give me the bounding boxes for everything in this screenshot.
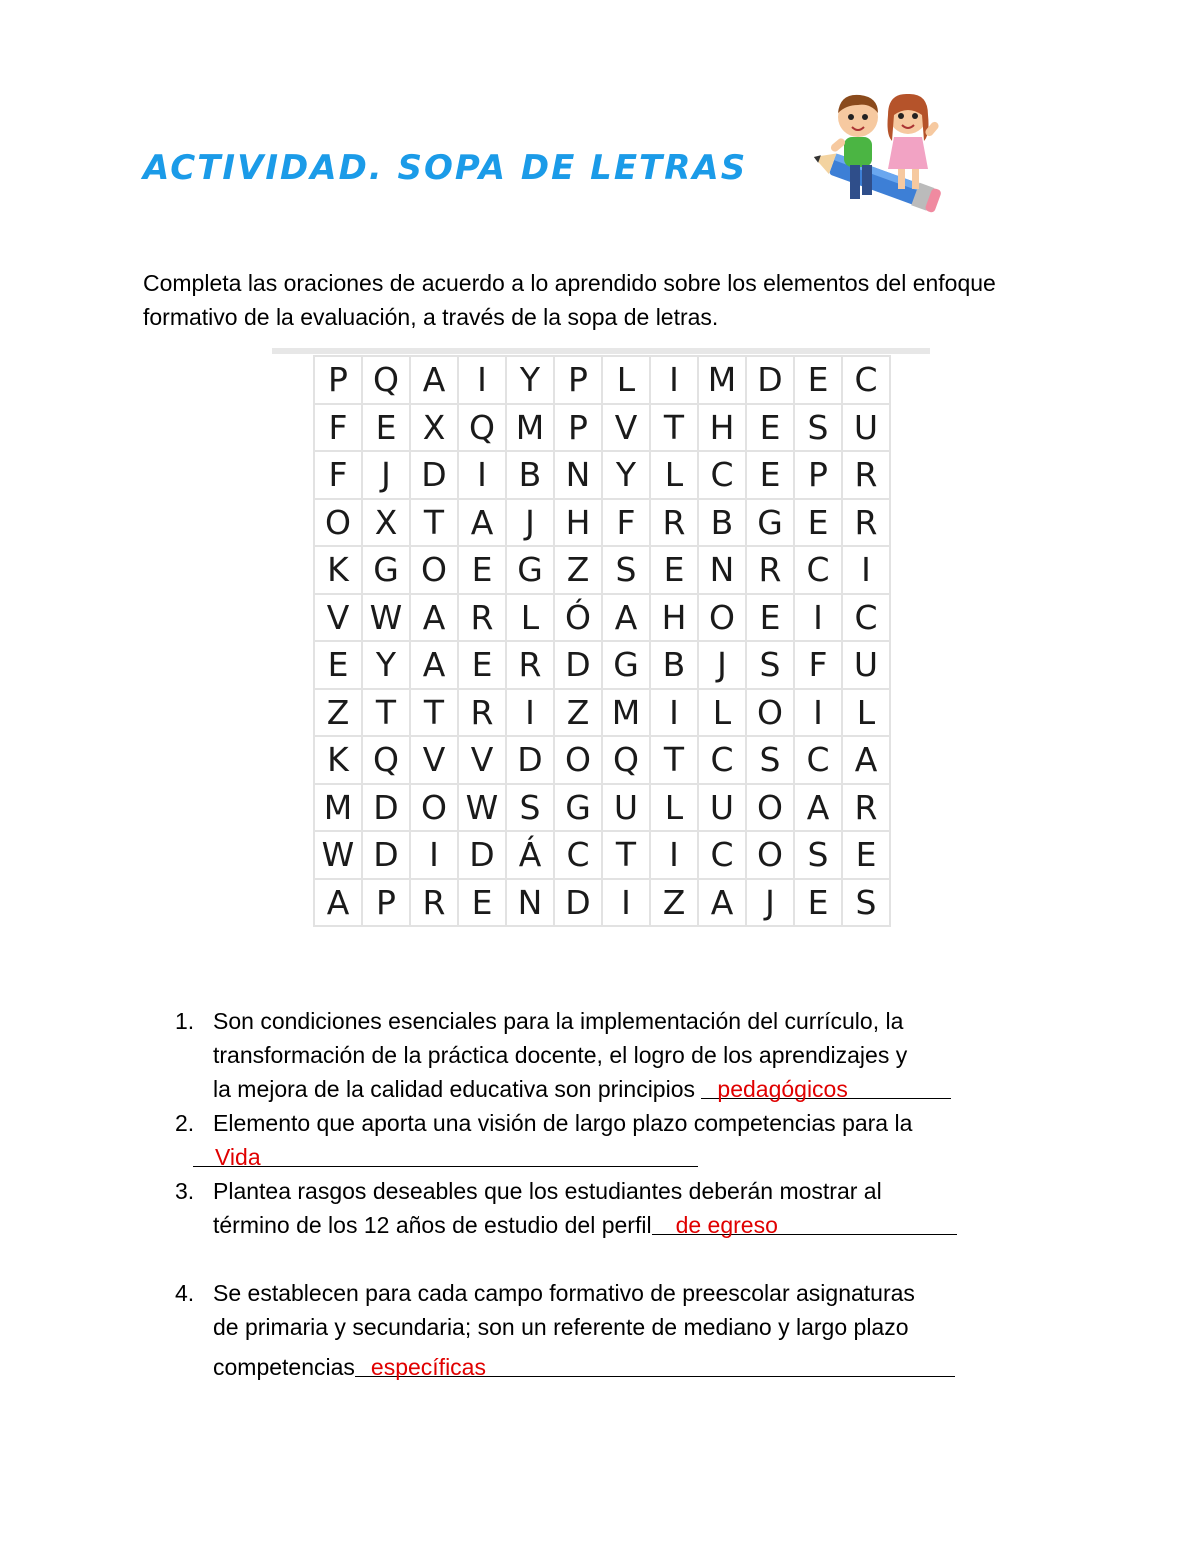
grid-cell: Y [603,452,651,500]
grid-cell: C [843,357,891,405]
grid-cell: V [315,595,363,643]
answer-text: de egreso [675,1212,778,1238]
grid-cell: Á [507,832,555,880]
grid-cell: E [795,357,843,405]
grid-cell: R [507,642,555,690]
grid-cell: E [651,547,699,595]
grid-cell: Q [363,737,411,785]
grid-cell: A [411,642,459,690]
answer-blank [701,1072,951,1102]
grid-cell: O [411,547,459,595]
grid-cell: U [699,785,747,833]
grid-cell: T [411,690,459,738]
question-text: competencias específicas [213,1344,1063,1384]
grid-cell: A [459,500,507,548]
question-text: la mejora de la calidad educativa son principios pedagógicos [213,1072,1063,1106]
grid-cell: H [699,405,747,453]
grid-cell: X [363,500,411,548]
grid-cell: P [795,452,843,500]
grid-cell: Q [459,405,507,453]
grid-cell: F [603,500,651,548]
grid-cell: L [651,452,699,500]
grid-cell: I [507,690,555,738]
grid-cell: Z [555,547,603,595]
grid-cell: L [651,785,699,833]
grid-cell: V [459,737,507,785]
grid-cell: E [459,547,507,595]
grid-cell: R [843,785,891,833]
grid-cell: G [507,547,555,595]
grid-cell: S [747,737,795,785]
grid-cell: U [843,642,891,690]
question-2 [143,1106,1063,1174]
question-1 [143,1004,1063,1106]
grid-cell: D [747,357,795,405]
grid-cell: E [459,642,507,690]
grid-cell: C [699,737,747,785]
grid-cell: I [843,547,891,595]
grid-cell: K [315,547,363,595]
grid-cell: D [363,785,411,833]
answer-blank [193,1140,698,1170]
grid-cell: N [555,452,603,500]
instructions: Completa las oraciones de acuerdo a lo aprendido sobre los elementos del enfoque formativo de la evaluación, a través de la sopa de letras. [143,270,996,330]
grid-cell: E [843,832,891,880]
grid-cell: Z [315,690,363,738]
question-text: Plantea rasgos deseables que los estudiantes deberán mostrar al [213,1178,882,1204]
answer-text: pedagógicos [717,1076,848,1102]
page-title: ACTIVIDAD. SOPA DE LETRAS [143,148,748,188]
grid-cell: O [315,500,363,548]
grid-cell: K [315,737,363,785]
kids-on-pencil-illustration [800,85,960,225]
grid-cell: B [507,452,555,500]
divider [272,348,930,354]
question-number: 3. [175,1178,195,1204]
grid-cell: S [843,880,891,928]
grid-cell: I [651,690,699,738]
grid-cell: E [747,595,795,643]
grid-cell: J [363,452,411,500]
grid-cell: V [603,405,651,453]
grid-cell: S [507,785,555,833]
question-text: de primaria y secundaria; son un referente de mediano y largo plazo [213,1314,909,1340]
grid-cell: S [603,547,651,595]
grid-cell: X [411,405,459,453]
grid-cell: R [651,500,699,548]
grid-cell: U [603,785,651,833]
grid-cell: O [747,785,795,833]
grid-cell: A [411,357,459,405]
grid-cell: I [651,357,699,405]
grid-cell: M [315,785,363,833]
grid-cell: P [315,357,363,405]
grid-cell: B [651,642,699,690]
grid-cell: A [699,880,747,928]
grid-cell: R [459,595,507,643]
grid-cell: I [411,832,459,880]
question-text: Se establecen para cada campo formativo de preescolar asignaturas [213,1280,915,1306]
grid-cell: O [747,832,795,880]
grid-cell: S [795,405,843,453]
answer-blank [355,1350,955,1380]
question-text: Elemento que aporta una visión de largo plazo competencias para la [213,1110,913,1136]
grid-cell: O [555,737,603,785]
grid-cell: H [651,595,699,643]
grid-cell: I [795,595,843,643]
grid-cell: E [459,880,507,928]
grid-cell: W [315,832,363,880]
grid-cell: T [411,500,459,548]
grid-cell: C [555,832,603,880]
grid-cell: J [747,880,795,928]
answer-text: Vida [215,1144,261,1170]
grid-cell: M [699,357,747,405]
grid-cell: O [747,690,795,738]
grid-cell: W [363,595,411,643]
grid-cell: L [699,690,747,738]
grid-cell: J [507,500,555,548]
grid-cell: M [507,405,555,453]
grid-cell: C [795,737,843,785]
grid-cell: I [459,452,507,500]
answer-text: específicas [370,1354,486,1380]
grid-cell: V [411,737,459,785]
grid-cell: T [363,690,411,738]
question-number: 1. [175,1008,195,1034]
grid-cell: R [459,690,507,738]
grid-cell: N [699,547,747,595]
grid-cell: E [795,500,843,548]
grid-cell: Z [651,880,699,928]
grid-cell: H [555,500,603,548]
grid-cell: G [555,785,603,833]
grid-cell: U [843,405,891,453]
grid-cell: A [795,785,843,833]
grid-cell: T [651,737,699,785]
grid-cell: C [699,832,747,880]
question-text: transformación de la práctica docente, el logro de los aprendizajes y [213,1042,908,1068]
word-search-grid [313,355,891,927]
grid-cell: J [699,642,747,690]
grid-cell: W [459,785,507,833]
grid-cell: I [459,357,507,405]
grid-cell: E [795,880,843,928]
grid-cell: D [555,880,603,928]
grid-cell: G [603,642,651,690]
answer-blank [652,1208,957,1238]
grid-cell: T [603,832,651,880]
grid-cell: B [699,500,747,548]
grid-cell: A [603,595,651,643]
grid-cell: E [315,642,363,690]
grid-cell: Y [507,357,555,405]
grid-cell: D [411,452,459,500]
question-4 [143,1276,1063,1384]
grid-cell: L [843,690,891,738]
grid-cell: O [699,595,747,643]
grid-cell: R [747,547,795,595]
grid-cell: D [507,737,555,785]
grid-cell: D [363,832,411,880]
grid-cell: I [651,832,699,880]
grid-cell: P [555,357,603,405]
grid-cell: A [843,737,891,785]
question-3 [143,1174,1063,1242]
grid-cell: P [363,880,411,928]
grid-cell: E [363,405,411,453]
question-list [143,1004,1063,1384]
grid-cell: N [507,880,555,928]
question-number: 2. [175,1110,195,1136]
grid-cell: R [843,500,891,548]
grid-cell: G [363,547,411,595]
question-number: 4. [175,1280,195,1306]
grid-cell: D [459,832,507,880]
grid-cell: F [315,452,363,500]
grid-cell: F [795,642,843,690]
question-text [193,1140,1063,1174]
grid-cell: D [555,642,603,690]
grid-cell: Y [363,642,411,690]
grid-cell: C [843,595,891,643]
grid-cell: E [747,452,795,500]
grid-cell: Ó [555,595,603,643]
grid-cell: T [651,405,699,453]
grid-cell: L [507,595,555,643]
grid-cell: L [603,357,651,405]
grid-cell: P [555,405,603,453]
grid-cell: Q [603,737,651,785]
grid-cell: G [747,500,795,548]
grid-cell: O [411,785,459,833]
grid-cell: R [411,880,459,928]
grid-cell: S [747,642,795,690]
grid-cell: Q [363,357,411,405]
grid-cell: C [795,547,843,595]
grid-cell: R [843,452,891,500]
grid-cell: E [747,405,795,453]
grid-cell: A [315,880,363,928]
question-text: Son condiciones esenciales para la implementación del currículo, la [213,1008,904,1034]
grid-cell: S [795,832,843,880]
grid-cell: C [699,452,747,500]
grid-cell: I [603,880,651,928]
grid-cell: Z [555,690,603,738]
grid-cell: F [315,405,363,453]
grid-cell: A [411,595,459,643]
grid-cell: M [603,690,651,738]
grid-cell: I [795,690,843,738]
question-text: término de los 12 años de estudio del perfil de egreso [213,1208,1063,1242]
